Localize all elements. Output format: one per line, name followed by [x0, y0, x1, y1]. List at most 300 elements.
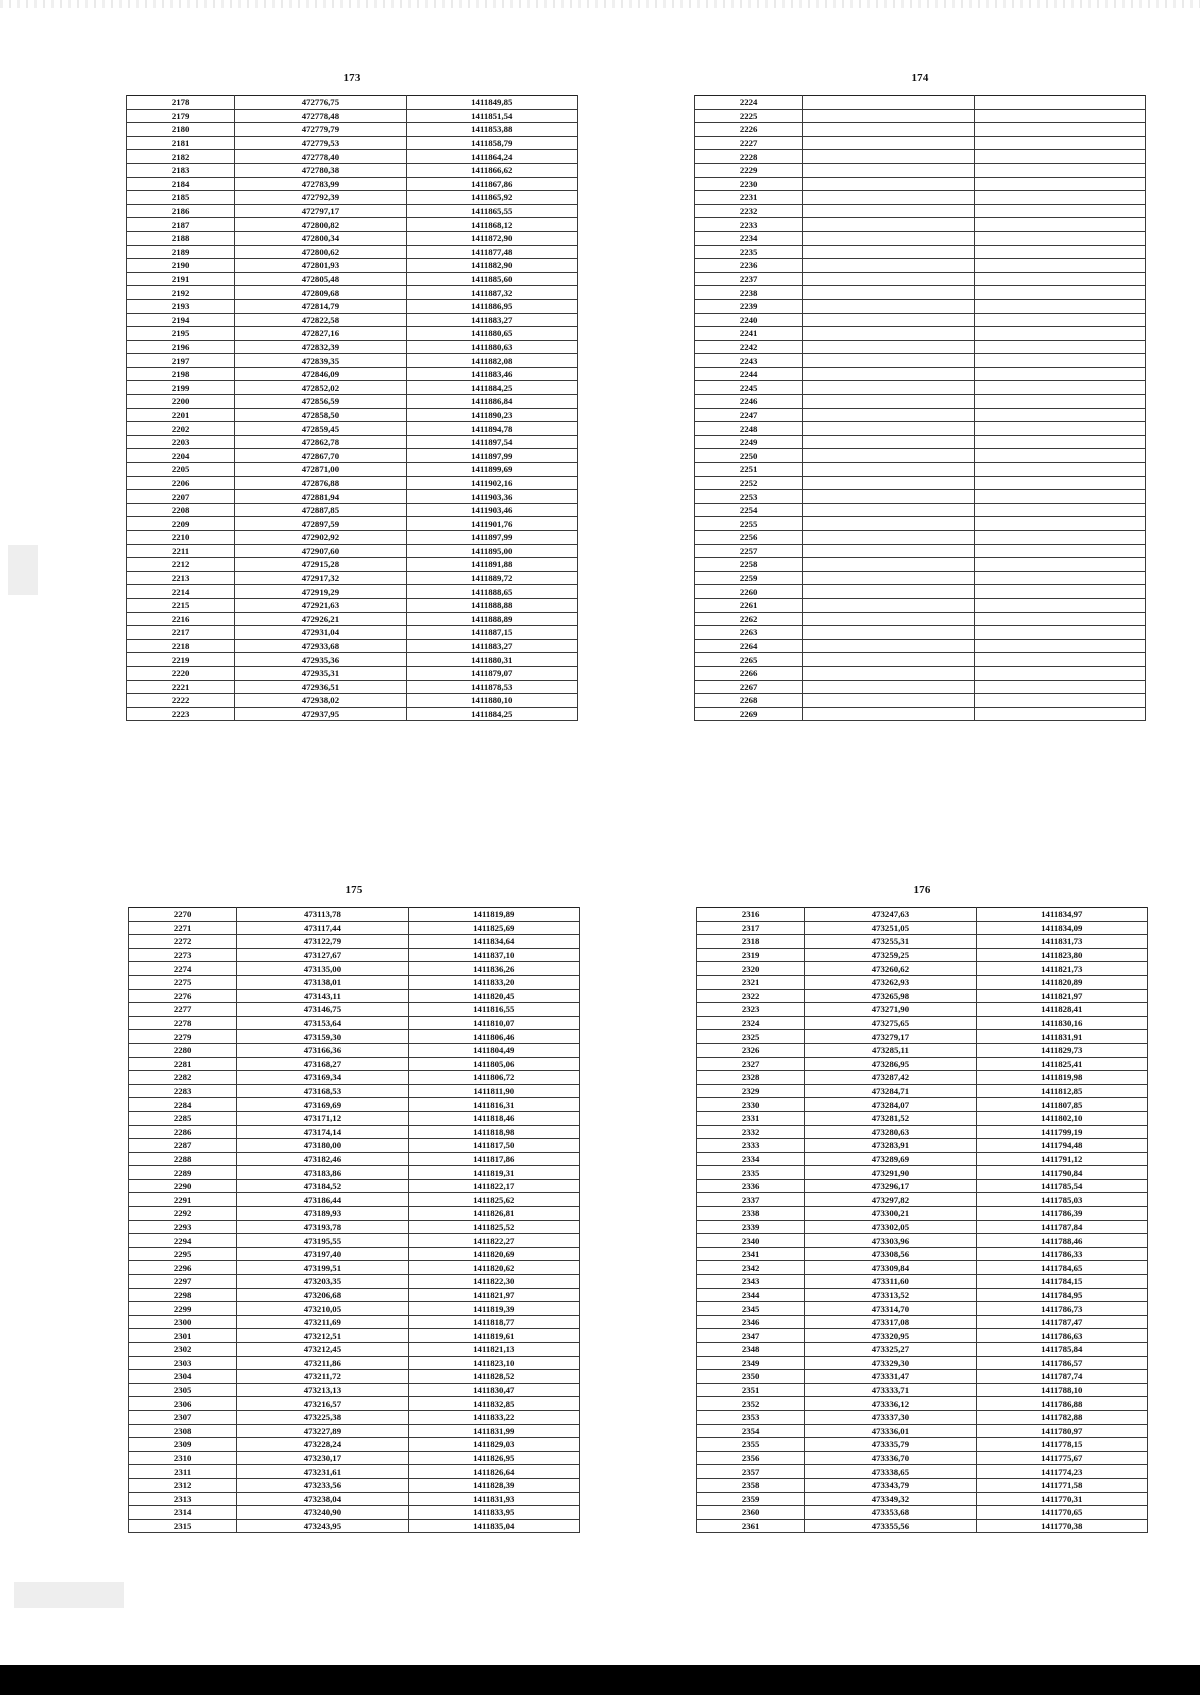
x-coordinate-cell: 473212,45 — [237, 1343, 408, 1357]
point-number-cell: 2181 — [127, 136, 235, 150]
point-number-cell: 2361 — [697, 1519, 805, 1533]
table-row — [129, 935, 580, 949]
y-coordinate-cell: 1411822,27 — [408, 1234, 579, 1248]
table-row — [127, 585, 578, 599]
x-coordinate-cell — [803, 354, 974, 368]
point-number-cell: 2352 — [697, 1397, 805, 1411]
y-coordinate-cell: 1411897,54 — [406, 435, 577, 449]
table-row — [129, 1261, 580, 1275]
table-row — [129, 1438, 580, 1452]
x-coordinate-cell: 473213,13 — [237, 1383, 408, 1397]
x-coordinate-cell: 473186,44 — [237, 1193, 408, 1207]
scan-speck — [14, 1582, 124, 1608]
point-number-cell: 2276 — [129, 989, 237, 1003]
point-number-cell: 2214 — [127, 585, 235, 599]
y-coordinate-cell: 1411828,52 — [408, 1370, 579, 1384]
y-coordinate-cell: 1411858,79 — [406, 136, 577, 150]
x-coordinate-cell: 473333,71 — [805, 1383, 976, 1397]
table-row — [695, 123, 1146, 137]
point-number-cell: 2236 — [695, 259, 803, 273]
point-number-cell: 2317 — [697, 921, 805, 935]
point-number-cell: 2217 — [127, 626, 235, 640]
table-row — [129, 948, 580, 962]
table-row — [127, 354, 578, 368]
table-row — [129, 1329, 580, 1343]
table-row — [697, 1247, 1148, 1261]
table-row — [697, 1315, 1148, 1329]
point-number-cell: 2304 — [129, 1370, 237, 1384]
table-row — [129, 1071, 580, 1085]
x-coordinate-cell: 472800,82 — [235, 218, 406, 232]
y-coordinate-cell: 1411821,13 — [408, 1343, 579, 1357]
y-coordinate-cell: 1411883,46 — [406, 367, 577, 381]
point-number-cell: 2268 — [695, 694, 803, 708]
y-coordinate-cell — [974, 163, 1145, 177]
table-row — [695, 707, 1146, 721]
table-row — [127, 653, 578, 667]
y-coordinate-cell — [974, 680, 1145, 694]
point-number-cell: 2272 — [129, 935, 237, 949]
table-row — [697, 1030, 1148, 1044]
point-number-cell: 2258 — [695, 558, 803, 572]
point-number-cell: 2220 — [127, 666, 235, 680]
table-row — [127, 435, 578, 449]
point-number-cell: 2334 — [697, 1152, 805, 1166]
y-coordinate-cell: 1411864,24 — [406, 150, 577, 164]
x-coordinate-cell: 472931,04 — [235, 626, 406, 640]
y-coordinate-cell: 1411885,60 — [406, 272, 577, 286]
table-row — [127, 96, 578, 110]
table-row — [697, 948, 1148, 962]
table-row — [697, 1302, 1148, 1316]
point-number-cell: 2240 — [695, 313, 803, 327]
point-number-cell: 2229 — [695, 163, 803, 177]
y-coordinate-cell: 1411820,69 — [408, 1247, 579, 1261]
table-row — [695, 286, 1146, 300]
y-coordinate-cell: 1411833,95 — [408, 1506, 579, 1520]
x-coordinate-cell: 472933,68 — [235, 639, 406, 653]
table-row — [697, 962, 1148, 976]
x-coordinate-cell: 473233,56 — [237, 1478, 408, 1492]
table-row — [127, 313, 578, 327]
table-row — [127, 571, 578, 585]
x-coordinate-cell: 472876,88 — [235, 476, 406, 490]
table-row — [697, 1465, 1148, 1479]
table-row — [695, 272, 1146, 286]
point-number-cell: 2250 — [695, 449, 803, 463]
table-row — [129, 1275, 580, 1289]
table-row — [695, 612, 1146, 626]
point-number-cell: 2290 — [129, 1179, 237, 1193]
table-row — [697, 1329, 1148, 1343]
y-coordinate-cell — [974, 259, 1145, 273]
point-number-cell: 2190 — [127, 259, 235, 273]
point-number-cell: 2299 — [129, 1302, 237, 1316]
table-row — [127, 503, 578, 517]
x-coordinate-cell — [803, 422, 974, 436]
x-coordinate-cell: 473138,01 — [237, 975, 408, 989]
point-number-cell: 2295 — [129, 1247, 237, 1261]
table-row — [129, 1356, 580, 1370]
y-coordinate-cell: 1411826,64 — [408, 1465, 579, 1479]
point-number-cell: 2286 — [129, 1125, 237, 1139]
x-coordinate-cell: 473303,96 — [805, 1234, 976, 1248]
x-coordinate-cell — [803, 299, 974, 313]
point-number-cell: 2180 — [127, 123, 235, 137]
y-coordinate-cell: 1411849,85 — [406, 96, 577, 110]
x-coordinate-cell: 472915,28 — [235, 558, 406, 572]
table-row — [129, 908, 580, 922]
x-coordinate-cell: 473317,08 — [805, 1315, 976, 1329]
table-row — [129, 1193, 580, 1207]
table-row — [697, 1071, 1148, 1085]
y-coordinate-cell — [974, 96, 1145, 110]
y-coordinate-cell — [974, 136, 1145, 150]
x-coordinate-cell: 473314,70 — [805, 1302, 976, 1316]
x-coordinate-cell — [803, 408, 974, 422]
x-coordinate-cell — [803, 639, 974, 653]
y-coordinate-cell: 1411897,99 — [406, 531, 577, 545]
y-coordinate-cell: 1411784,65 — [976, 1261, 1147, 1275]
table-row — [129, 1492, 580, 1506]
table-row — [695, 490, 1146, 504]
point-number-cell: 2225 — [695, 109, 803, 123]
table-row — [697, 1343, 1148, 1357]
x-coordinate-cell: 473146,75 — [237, 1003, 408, 1017]
table-row — [697, 1125, 1148, 1139]
y-coordinate-cell: 1411829,03 — [408, 1438, 579, 1452]
table-row — [697, 1478, 1148, 1492]
point-number-cell: 2331 — [697, 1111, 805, 1125]
table-row — [127, 299, 578, 313]
y-coordinate-cell: 1411865,55 — [406, 204, 577, 218]
y-coordinate-cell: 1411903,36 — [406, 490, 577, 504]
table-row — [695, 503, 1146, 517]
x-coordinate-cell: 473262,93 — [805, 975, 976, 989]
x-coordinate-cell — [803, 395, 974, 409]
point-number-cell: 2298 — [129, 1288, 237, 1302]
x-coordinate-cell: 472907,60 — [235, 544, 406, 558]
table-row — [127, 395, 578, 409]
x-coordinate-cell: 472856,59 — [235, 395, 406, 409]
table-row — [695, 381, 1146, 395]
y-coordinate-cell: 1411770,65 — [976, 1506, 1147, 1520]
point-number-cell: 2197 — [127, 354, 235, 368]
x-coordinate-cell — [803, 381, 974, 395]
y-coordinate-cell: 1411883,27 — [406, 313, 577, 327]
x-coordinate-cell: 473337,30 — [805, 1410, 976, 1424]
point-number-cell: 2188 — [127, 231, 235, 245]
x-coordinate-cell — [803, 666, 974, 680]
x-coordinate-cell: 473113,78 — [237, 908, 408, 922]
point-number-cell: 2306 — [129, 1397, 237, 1411]
x-coordinate-cell: 473283,91 — [805, 1139, 976, 1153]
y-coordinate-cell: 1411882,08 — [406, 354, 577, 368]
y-coordinate-cell: 1411829,73 — [976, 1043, 1147, 1057]
x-coordinate-cell: 472801,93 — [235, 259, 406, 273]
table-row — [129, 962, 580, 976]
table-row — [697, 975, 1148, 989]
table-row — [127, 272, 578, 286]
point-number-cell: 2315 — [129, 1519, 237, 1533]
x-coordinate-cell: 473309,84 — [805, 1261, 976, 1275]
x-coordinate-cell: 472862,78 — [235, 435, 406, 449]
scan-noise — [0, 0, 1200, 8]
point-number-cell: 2274 — [129, 962, 237, 976]
point-number-cell: 2204 — [127, 449, 235, 463]
point-number-cell: 2339 — [697, 1220, 805, 1234]
table-row — [697, 1492, 1148, 1506]
page-number: 173 — [343, 72, 361, 84]
y-coordinate-cell — [974, 340, 1145, 354]
point-number-cell: 2266 — [695, 666, 803, 680]
y-coordinate-cell — [974, 299, 1145, 313]
table-row — [695, 598, 1146, 612]
point-number-cell: 2280 — [129, 1043, 237, 1057]
table-row — [129, 1506, 580, 1520]
table-row — [697, 1383, 1148, 1397]
point-number-cell: 2284 — [129, 1098, 237, 1112]
point-number-cell: 2209 — [127, 517, 235, 531]
point-number-cell: 2345 — [697, 1302, 805, 1316]
x-coordinate-cell: 472881,94 — [235, 490, 406, 504]
y-coordinate-cell: 1411806,72 — [408, 1071, 579, 1085]
point-number-cell: 2252 — [695, 476, 803, 490]
point-number-cell: 2227 — [695, 136, 803, 150]
table-row — [127, 231, 578, 245]
point-number-cell: 2321 — [697, 975, 805, 989]
table-row — [697, 1003, 1148, 1017]
table-row — [697, 1139, 1148, 1153]
point-number-cell: 2251 — [695, 463, 803, 477]
x-coordinate-cell: 473228,24 — [237, 1438, 408, 1452]
point-number-cell: 2233 — [695, 218, 803, 232]
point-number-cell: 2243 — [695, 354, 803, 368]
x-coordinate-cell: 473265,98 — [805, 989, 976, 1003]
x-coordinate-cell: 473195,55 — [237, 1234, 408, 1248]
scan-border-bar — [0, 1665, 1200, 1695]
point-number-cell: 2324 — [697, 1016, 805, 1030]
x-coordinate-cell: 472937,95 — [235, 707, 406, 721]
y-coordinate-cell: 1411901,76 — [406, 517, 577, 531]
y-coordinate-cell: 1411804,49 — [408, 1043, 579, 1057]
point-number-cell: 2281 — [129, 1057, 237, 1071]
page-number: 176 — [913, 884, 931, 896]
point-number-cell: 2273 — [129, 948, 237, 962]
point-number-cell: 2328 — [697, 1071, 805, 1085]
table-row — [129, 1111, 580, 1125]
x-coordinate-cell: 472871,00 — [235, 463, 406, 477]
point-number-cell: 2187 — [127, 218, 235, 232]
point-number-cell: 2356 — [697, 1451, 805, 1465]
y-coordinate-cell — [974, 544, 1145, 558]
point-number-cell: 2239 — [695, 299, 803, 313]
x-coordinate-cell: 473230,17 — [237, 1451, 408, 1465]
table-row — [127, 694, 578, 708]
x-coordinate-cell — [803, 598, 974, 612]
table-row — [695, 517, 1146, 531]
table-row — [127, 707, 578, 721]
table-row — [697, 1275, 1148, 1289]
y-coordinate-cell: 1411872,90 — [406, 231, 577, 245]
y-coordinate-cell: 1411880,65 — [406, 327, 577, 341]
y-coordinate-cell: 1411822,30 — [408, 1275, 579, 1289]
table-row — [127, 327, 578, 341]
y-coordinate-cell — [974, 435, 1145, 449]
y-coordinate-cell: 1411823,80 — [976, 948, 1147, 962]
y-coordinate-cell — [974, 531, 1145, 545]
table-row — [127, 680, 578, 694]
table-row — [695, 354, 1146, 368]
point-number-cell: 2289 — [129, 1166, 237, 1180]
point-number-cell: 2337 — [697, 1193, 805, 1207]
point-number-cell: 2269 — [695, 707, 803, 721]
x-coordinate-cell — [803, 463, 974, 477]
x-coordinate-cell: 473281,52 — [805, 1111, 976, 1125]
y-coordinate-cell — [974, 367, 1145, 381]
point-number-cell: 2231 — [695, 191, 803, 205]
point-number-cell: 2228 — [695, 150, 803, 164]
x-coordinate-cell: 473284,07 — [805, 1098, 976, 1112]
table-row — [695, 449, 1146, 463]
table-row — [129, 1207, 580, 1221]
point-number-cell: 2344 — [697, 1288, 805, 1302]
x-coordinate-cell: 473300,21 — [805, 1207, 976, 1221]
point-number-cell: 2287 — [129, 1139, 237, 1153]
x-coordinate-cell: 472935,36 — [235, 653, 406, 667]
y-coordinate-cell — [974, 476, 1145, 490]
point-number-cell: 2358 — [697, 1478, 805, 1492]
table-row — [127, 381, 578, 395]
y-coordinate-cell — [974, 585, 1145, 599]
y-coordinate-cell: 1411880,10 — [406, 694, 577, 708]
point-number-cell: 2360 — [697, 1506, 805, 1520]
table-row — [129, 1003, 580, 1017]
y-coordinate-cell — [974, 123, 1145, 137]
point-number-cell: 2254 — [695, 503, 803, 517]
x-coordinate-cell: 472852,02 — [235, 381, 406, 395]
table-row — [697, 1234, 1148, 1248]
point-number-cell: 2191 — [127, 272, 235, 286]
x-coordinate-cell: 472779,79 — [235, 123, 406, 137]
table-row — [695, 463, 1146, 477]
x-coordinate-cell: 473143,11 — [237, 989, 408, 1003]
table-row — [697, 1356, 1148, 1370]
point-number-cell: 2223 — [127, 707, 235, 721]
point-number-cell: 2278 — [129, 1016, 237, 1030]
x-coordinate-cell — [803, 585, 974, 599]
y-coordinate-cell: 1411819,89 — [408, 908, 579, 922]
y-coordinate-cell: 1411784,15 — [976, 1275, 1147, 1289]
point-number-cell: 2270 — [129, 908, 237, 922]
y-coordinate-cell: 1411802,10 — [976, 1111, 1147, 1125]
point-number-cell: 2353 — [697, 1410, 805, 1424]
y-coordinate-cell — [974, 231, 1145, 245]
table-row — [127, 490, 578, 504]
y-coordinate-cell: 1411780,97 — [976, 1424, 1147, 1438]
x-coordinate-cell: 473302,05 — [805, 1220, 976, 1234]
point-number-cell: 2288 — [129, 1152, 237, 1166]
x-coordinate-cell — [803, 680, 974, 694]
point-number-cell: 2329 — [697, 1084, 805, 1098]
point-number-cell: 2215 — [127, 598, 235, 612]
table-row — [695, 626, 1146, 640]
table-row — [127, 191, 578, 205]
y-coordinate-cell — [974, 449, 1145, 463]
point-number-cell: 2242 — [695, 340, 803, 354]
x-coordinate-cell — [803, 571, 974, 585]
table-row — [695, 585, 1146, 599]
point-number-cell: 2311 — [129, 1465, 237, 1479]
point-number-cell: 2259 — [695, 571, 803, 585]
table-row — [129, 975, 580, 989]
table-row — [127, 259, 578, 273]
point-number-cell: 2222 — [127, 694, 235, 708]
x-coordinate-cell: 473206,68 — [237, 1288, 408, 1302]
x-coordinate-cell: 472859,45 — [235, 422, 406, 436]
y-coordinate-cell: 1411799,19 — [976, 1125, 1147, 1139]
y-coordinate-cell: 1411886,84 — [406, 395, 577, 409]
y-coordinate-cell: 1411819,31 — [408, 1166, 579, 1180]
table-row — [697, 1410, 1148, 1424]
y-coordinate-cell: 1411794,48 — [976, 1139, 1147, 1153]
x-coordinate-cell: 472919,29 — [235, 585, 406, 599]
y-coordinate-cell: 1411879,07 — [406, 666, 577, 680]
y-coordinate-cell: 1411788,46 — [976, 1234, 1147, 1248]
point-number-cell: 2332 — [697, 1125, 805, 1139]
table-row — [695, 408, 1146, 422]
x-coordinate-cell — [803, 96, 974, 110]
x-coordinate-cell: 473122,79 — [237, 935, 408, 949]
y-coordinate-cell: 1411834,09 — [976, 921, 1147, 935]
x-coordinate-cell — [803, 150, 974, 164]
y-coordinate-cell: 1411890,23 — [406, 408, 577, 422]
point-number-cell: 2211 — [127, 544, 235, 558]
point-number-cell: 2264 — [695, 639, 803, 653]
y-coordinate-cell — [974, 218, 1145, 232]
x-coordinate-cell: 473286,95 — [805, 1057, 976, 1071]
y-coordinate-cell: 1411774,23 — [976, 1465, 1147, 1479]
point-number-cell: 2249 — [695, 435, 803, 449]
y-coordinate-cell: 1411787,84 — [976, 1220, 1147, 1234]
y-coordinate-cell: 1411878,53 — [406, 680, 577, 694]
y-coordinate-cell: 1411805,06 — [408, 1057, 579, 1071]
x-coordinate-cell: 473238,04 — [237, 1492, 408, 1506]
x-coordinate-cell: 473169,34 — [237, 1071, 408, 1085]
table-row — [129, 1220, 580, 1234]
y-coordinate-cell — [974, 639, 1145, 653]
point-number-cell: 2226 — [695, 123, 803, 137]
table-row — [695, 558, 1146, 572]
x-coordinate-cell: 473211,72 — [237, 1370, 408, 1384]
table-row — [697, 1397, 1148, 1411]
x-coordinate-cell: 473183,86 — [237, 1166, 408, 1180]
x-coordinate-cell: 473199,51 — [237, 1261, 408, 1275]
point-number-cell: 2297 — [129, 1275, 237, 1289]
x-coordinate-cell: 473169,69 — [237, 1098, 408, 1112]
y-coordinate-cell: 1411886,95 — [406, 299, 577, 313]
y-coordinate-cell: 1411902,16 — [406, 476, 577, 490]
y-coordinate-cell: 1411835,04 — [408, 1519, 579, 1533]
y-coordinate-cell: 1411830,16 — [976, 1016, 1147, 1030]
coordinates-table — [126, 95, 578, 721]
point-number-cell: 2341 — [697, 1247, 805, 1261]
point-number-cell: 2199 — [127, 381, 235, 395]
y-coordinate-cell: 1411807,85 — [976, 1098, 1147, 1112]
point-number-cell: 2347 — [697, 1329, 805, 1343]
table-row — [129, 1288, 580, 1302]
x-coordinate-cell: 473227,89 — [237, 1424, 408, 1438]
